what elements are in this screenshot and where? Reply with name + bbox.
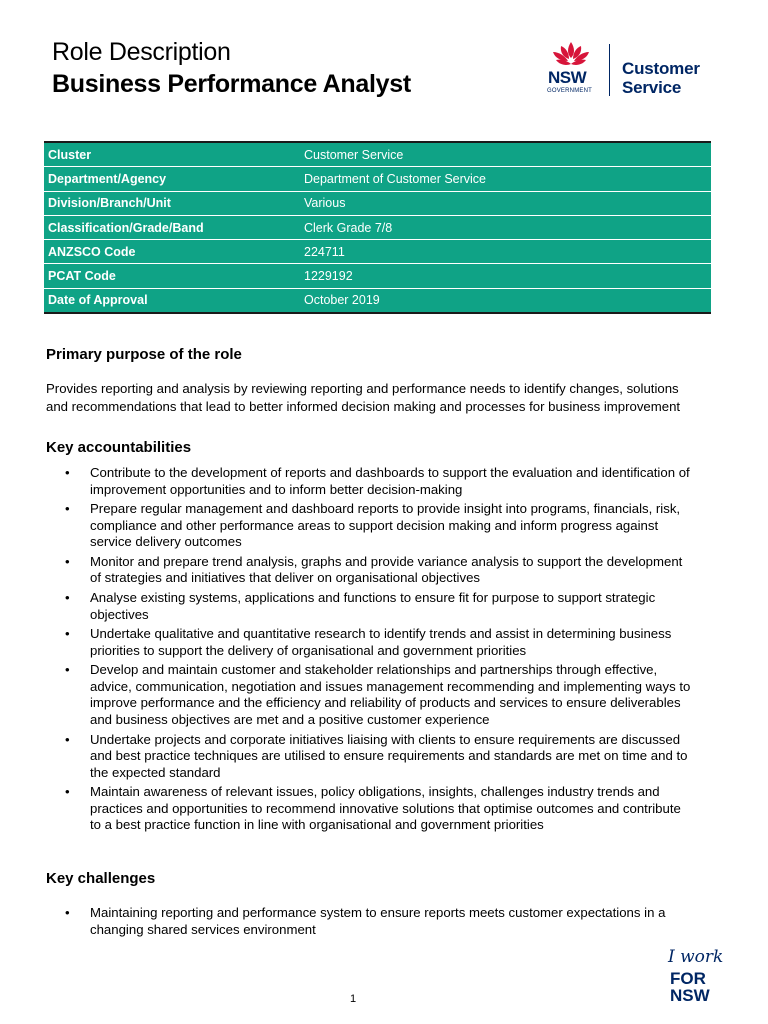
list-item-line: priorities to support the delivery of organisational and government priorities: [90, 642, 527, 658]
department-value: Department of Customer Service: [300, 167, 711, 191]
iwork-nsw-text: NSW: [670, 986, 710, 1005]
bullet-icon: •: [65, 590, 70, 606]
page-number: 1: [350, 993, 357, 1005]
list-item-line: improvement opportunities and to inform better decision-making: [90, 481, 463, 497]
list-item: [46, 554, 726, 587]
table-row: [44, 142, 711, 167]
pcat-value: 1229192: [300, 264, 711, 288]
list-item-line: Undertake projects and corporate initiatives liaising with clients to ensure requirements are discussed: [90, 731, 681, 747]
logo-nsw-text: NSW: [548, 68, 587, 87]
list-item-line: objectives: [90, 606, 149, 622]
approval-date-label: Date of Approval: [44, 288, 300, 313]
list-item: [46, 905, 726, 938]
list-item-line: Contribute to the development of reports and dashboards to support the evaluation and identification of: [90, 465, 690, 480]
table-row: [44, 215, 711, 239]
nsw-customer-service-logo: [540, 40, 720, 100]
primary-purpose-text: [46, 380, 726, 416]
key-accountabilities-list: [46, 465, 726, 837]
list-item-line: Prepare regular management and dashboard reports to provide insight into programs, financials, risk,: [90, 501, 681, 517]
table-row: [44, 240, 711, 264]
classification-label: Classification/Grade/Band: [44, 215, 300, 239]
list-item-line: and best practice techniques are utilised to ensure requirements and standards are met on time and to: [90, 748, 688, 764]
table-row: [44, 167, 711, 191]
list-item-line: Monitor and prepare trend analysis, graphs and provide variance analysis to support the development: [90, 553, 683, 569]
list-item-line: improve performance and the efficiency and reliability of products and services to ensure deliverables: [90, 695, 681, 711]
role-info-table: [44, 141, 711, 314]
iwork-for-text: FOR: [670, 969, 706, 988]
classification-value: Clerk Grade 7/8: [300, 215, 711, 239]
list-item-line: of strategies and initiatives that deliver on organisational objectives: [90, 570, 480, 586]
primary-purpose-line: and recommendations that lead to better informed decision making and processes for business improvement: [46, 399, 681, 414]
list-item-line: Develop and maintain customer and stakeholder relationships and partnerships through effective,: [90, 662, 658, 678]
cluster-value: Customer Service: [300, 142, 711, 167]
anzsco-value: 224711: [300, 240, 711, 264]
list-item: [46, 662, 726, 728]
table-row: [44, 288, 711, 313]
i-work-for-nsw-logo: [666, 947, 726, 1007]
bullet-icon: •: [65, 784, 70, 800]
table-row: [44, 191, 711, 215]
list-item-line: Analyse existing systems, applications and functions to ensure fit for purpose to support strategic: [90, 590, 656, 606]
approval-date-value: October 2019: [300, 288, 711, 313]
iwork-line: I work: [668, 947, 724, 967]
primary-purpose-line: Provides reporting and analysis by reviewing reporting and performance needs to identify changes, solutions: [46, 381, 679, 396]
table-row: [44, 264, 711, 288]
logo-service-text: Service: [622, 78, 682, 97]
logo-government-text: GOVERNMENT: [547, 88, 593, 94]
bullet-icon: •: [65, 731, 70, 747]
bullet-icon: •: [65, 501, 70, 517]
list-item: [46, 465, 726, 498]
cluster-label: Cluster: [44, 142, 300, 167]
list-item-line: Maintain awareness of relevant issues, policy obligations, insights, challenges industry trends and: [90, 784, 660, 800]
logo-customer-text: Customer: [622, 59, 700, 78]
logo-divider: [609, 44, 610, 96]
list-item-line: practices and opportunities to recommend innovative solutions that optimise outcomes and contribute: [90, 800, 681, 816]
anzsco-label: ANZSCO Code: [44, 240, 300, 264]
bullet-icon: •: [65, 553, 70, 569]
document-title: Role Description: [52, 38, 231, 66]
key-accountabilities-heading: Key accountabilities: [46, 439, 192, 456]
list-item-line: Maintaining reporting and performance system to ensure reports meets customer expectations in a: [90, 905, 666, 920]
list-item-line: and business objectives are met and a positive customer experience: [90, 711, 490, 727]
bullet-icon: •: [65, 626, 70, 642]
key-challenges-list: [46, 905, 726, 941]
bullet-icon: •: [65, 465, 70, 480]
list-item-line: to a best practice function in line with organisational and government priorities: [90, 817, 544, 833]
list-item-line: advice, communication, negotiation and issues management recommending and implementing ways to: [90, 678, 691, 694]
list-item: [46, 501, 726, 551]
list-item: [46, 626, 726, 659]
list-item: [46, 784, 726, 834]
list-item: [46, 590, 726, 623]
iwork-bold-text: [670, 970, 710, 1004]
role-title: Business Performance Analyst: [52, 70, 411, 98]
division-label: Division/Branch/Unit: [44, 191, 300, 215]
department-label: Department/Agency: [44, 167, 300, 191]
list-item-line: the expected standard: [90, 764, 221, 780]
list-item-line: service delivery outcomes: [90, 534, 242, 550]
key-challenges-heading: Key challenges: [46, 870, 156, 887]
primary-purpose-heading: Primary purpose of the role: [46, 346, 242, 363]
logo-customer-service: [622, 59, 700, 97]
list-item-line: changing shared services environment: [90, 921, 316, 937]
bullet-icon: •: [65, 905, 70, 920]
pcat-label: PCAT Code: [44, 264, 300, 288]
list-item-line: Undertake qualitative and quantitative research to identify trends and assist in determining business: [90, 626, 672, 642]
list-item: [46, 732, 726, 782]
waratah-icon: [546, 40, 596, 70]
list-item-line: compliance and other performance areas to support decision making and inform progress against: [90, 517, 659, 533]
division-value: Various: [300, 191, 711, 215]
bullet-icon: •: [65, 662, 70, 678]
